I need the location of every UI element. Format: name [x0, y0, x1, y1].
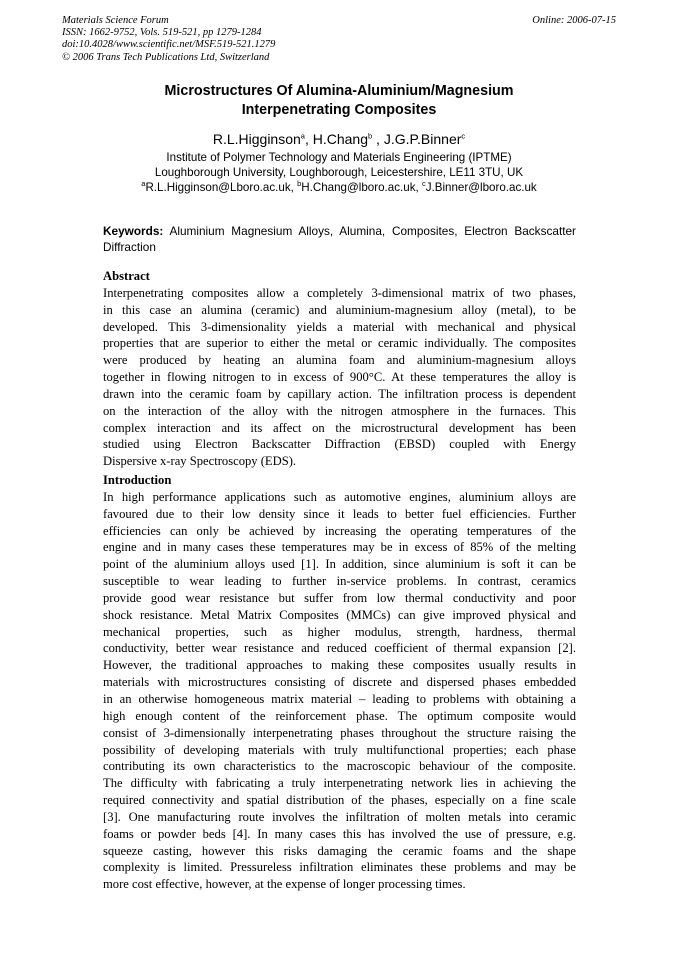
author-mark: b — [368, 131, 373, 141]
email-address[interactable]: J.Binner@lboro.ac.uk — [425, 181, 537, 194]
issn-line: ISSN: 1662-9752, Vols. 519-521, pp 1279-1284 — [62, 27, 262, 39]
text-line: high enough content of the reinforcement phase. The optimum composite would — [103, 708, 576, 723]
text-line: contributing its own characteristics to the macroscopic behaviour of the composite. — [103, 759, 576, 774]
abstract-body — [103, 285, 576, 470]
text-line: engine and in many cases these temperatures may be in excess of 85% of the melting — [103, 540, 576, 555]
text-line: The difficulty with fabricating a truly interpenetrating network lies in achieving the — [103, 776, 576, 791]
affiliation-line: Institute of Polymer Technology and Materials Engineering (IPTME) — [166, 151, 512, 164]
text-line: in this case an alumina (ceramic) and aluminium-magnesium alloy (metal), to be — [103, 302, 576, 317]
abstract-heading: Abstract — [103, 269, 150, 283]
text-line: materials with microstructures consisting of discrete and dispersed phases embedded — [103, 675, 576, 690]
keywords — [103, 223, 576, 255]
text-line: drawn into the ceramic foam by capillary action. The infiltration process is dependent — [103, 386, 576, 401]
text-line: consist of 3-dimensionally interpenetrating phases throughout the structure raising the — [103, 725, 576, 740]
journal-header — [62, 15, 275, 64]
text-line: mechanical properties, such as higher modulus, strength, hardness, thermal — [103, 624, 576, 639]
copyright-line: © 2006 Trans Tech Publications Ltd, Switzerland — [62, 51, 270, 63]
text-line: developed. This 3-dimensionality yields a material with mechanical and physical — [103, 319, 576, 334]
text-line: provide good wear resistance but suffer from low thermal conductivity and poor — [103, 590, 576, 605]
author-name: J.G.P.Binner — [383, 131, 462, 147]
text-line: In high performance applications such as automotive engines, aluminium alloys are — [103, 489, 576, 504]
text-line: conductivity, better wear resistance and reduced coefficient of thermal expansion [2]. — [103, 641, 576, 656]
text-line: [3]. One manufacturing route involves the infiltration of molten metals into ceramic — [103, 809, 576, 824]
text-line: required connectivity and spatial distribution of the phases, especially on a fine scale — [103, 793, 576, 808]
journal-name: Materials Science Forum — [62, 15, 169, 26]
text-line: studied using Electron Backscatter Diffraction (EBSD) coupled with Energy — [103, 437, 576, 452]
abstract-section — [103, 268, 576, 470]
text-line: complexity is limited. Pressureless infiltration eliminates these problems and may be — [103, 860, 576, 875]
text-line: on the interaction of the alloy with the nitrogen atmosphere in the furnaces. This — [103, 403, 576, 418]
text-line: susceptible to wear leading to further in-service problems. In contrast, ceramics — [103, 574, 576, 589]
online-date: Online: 2006-07-15 — [532, 15, 616, 26]
email-mark: c — [421, 179, 426, 189]
title-line: Interpenetrating Composites — [241, 102, 437, 118]
email-address[interactable]: H.Chang@lboro.ac.uk, — [301, 181, 419, 194]
introduction-body — [103, 489, 576, 893]
text-line: However, the traditional approaches to making these composites usually results in — [103, 658, 576, 673]
author-name: H.Chang — [312, 131, 368, 147]
text-line: squeeze casting, however this risks damaging the ceramic foams and the shape — [103, 843, 576, 858]
introduction-heading: Introduction — [103, 473, 172, 487]
text-line: favoured due to their low density since it leads to better fuel efficiencies. Further — [103, 506, 576, 521]
email-address[interactable]: R.L.Higginson@Lboro.ac.uk, — [145, 181, 294, 194]
text-line: together in flowing nitrogen to in excess of 900°C. At these temperatures the alloy is — [103, 370, 576, 385]
text-line: more cost effective, however, at the expense of longer processing times. — [103, 877, 466, 892]
email-line — [60, 180, 618, 195]
text-line: were produced by heating an alumina foam and aluminium-magnesium alloys — [103, 353, 576, 368]
affiliation — [60, 150, 618, 195]
author-mark: a — [300, 131, 305, 141]
author-mark: c — [461, 131, 466, 141]
introduction-section — [103, 472, 576, 893]
text-line: efficiencies can only be achieved by increasing the operating temperatures of the — [103, 523, 576, 538]
text-line: properties that are superior to either the metal or ceramic individually. The composites — [103, 336, 576, 351]
keywords-text: Aluminium Magnesium Alloys, Alumina, Composites, Electron Backscatter Diffraction — [103, 224, 576, 254]
doi-line: doi:10.4028/www.scientific.net/MSF.519-521.1279 — [62, 39, 276, 51]
affiliation-line: Loughborough University, Loughborough, Leicestershire, LE11 3TU, UK — [154, 166, 524, 179]
text-line: Interpenetrating composites allow a completely 3-dimensional matrix of two phases, — [103, 285, 576, 300]
text-line: foams or powder beds [4]. In many cases this has involved the use of pressure, e.g. — [103, 826, 576, 841]
text-line: point of the aluminium alloys used [1]. In addition, since aluminium is soft it can be — [103, 557, 576, 572]
keywords-label: Keywords: — [103, 224, 164, 238]
text-line: complex interaction and its affect on the microstructural development has been — [103, 420, 576, 435]
title-line: Microstructures Of Alumina-Aluminium/Magnesium — [164, 83, 514, 99]
text-line: possibility of developing materials with truly multifunctional properties; each phase — [103, 742, 576, 757]
paper-title — [102, 82, 576, 120]
text-line: shock resistance. Metal Matrix Composites (MMCs) can give improved physical and — [103, 607, 576, 622]
email-mark: b — [297, 179, 302, 189]
email-mark: a — [141, 179, 146, 189]
text-line: Dispersive x-ray Spectroscopy (EDS). — [103, 454, 297, 469]
author-list: R.L.Higginson$^a$, H.Chang$^b$ , J.G.P.Binner$^c$ — [212, 131, 466, 147]
author-name: R.L.Higginson — [212, 131, 301, 147]
text-line: in an otherwise homogeneous matrix material – leading to problems with obtaining a — [103, 691, 576, 706]
